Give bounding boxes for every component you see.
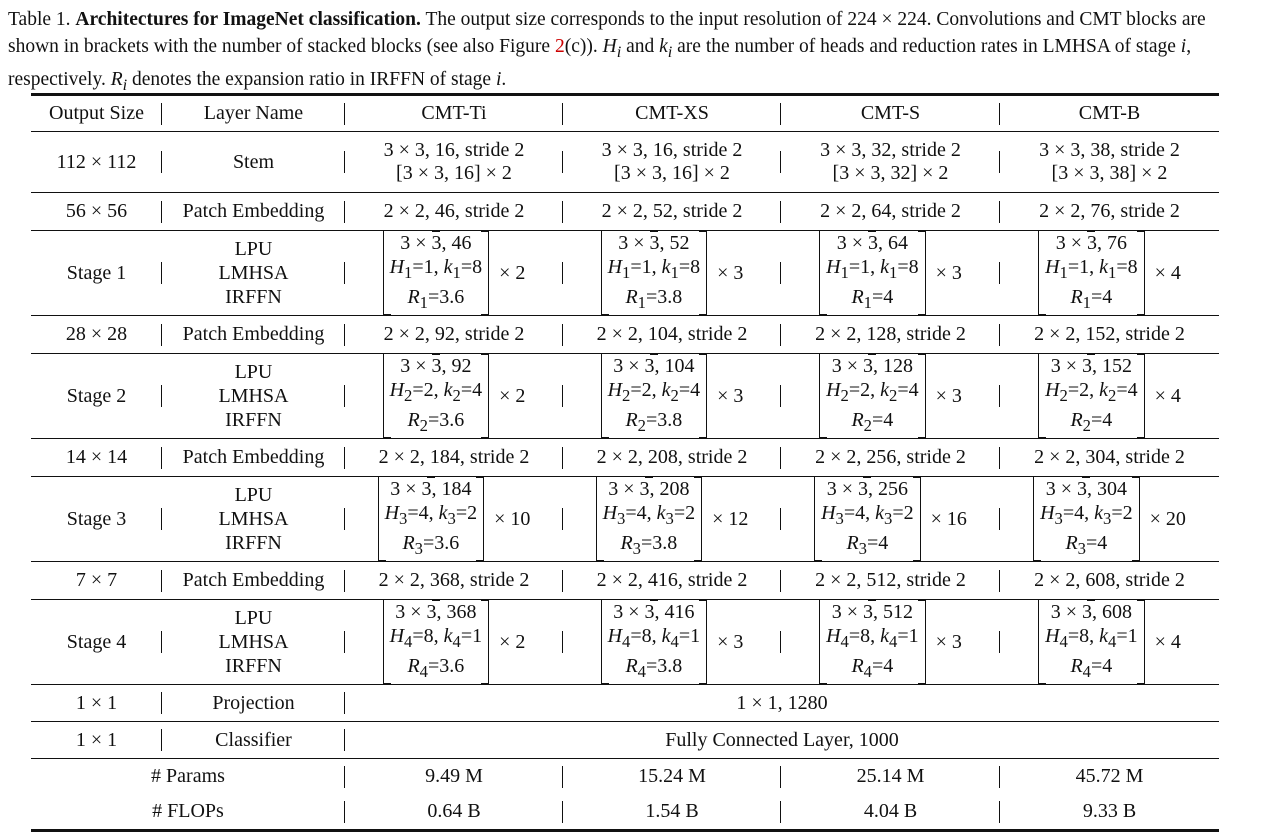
cmt-block bbox=[378, 477, 531, 561]
classifier-value-cell: Fully Connected Layer, 1000 bbox=[665, 728, 899, 751]
params-value-cell: 15.24 M bbox=[563, 759, 781, 795]
patch-embedding-cell: 2 × 2, 128, stride 2 bbox=[781, 316, 1000, 354]
expansion-value: 4 bbox=[1097, 532, 1108, 554]
block-bracket bbox=[1038, 600, 1145, 684]
lmhsa-line: $H_2=2$, $k_2=4$ bbox=[607, 379, 701, 405]
flops-value-cell: 4.04 B bbox=[781, 795, 1000, 831]
layer-name-line: LMHSA bbox=[218, 508, 289, 530]
table-row-stage1 bbox=[31, 231, 1219, 316]
cmt-block-cell bbox=[345, 354, 563, 439]
cmt-block bbox=[819, 600, 962, 684]
table-row-projection bbox=[31, 685, 1219, 722]
cmt-block bbox=[1038, 600, 1181, 684]
cmt-block bbox=[819, 354, 962, 438]
block-bracket bbox=[1033, 477, 1140, 561]
block-multiplier: × 4 bbox=[1154, 384, 1181, 407]
layer-name-cell bbox=[162, 231, 345, 316]
layer-name-line: IRFFN bbox=[225, 409, 282, 431]
heads-value: 2 bbox=[1079, 379, 1090, 401]
layer-name-cell bbox=[162, 354, 345, 439]
patch-embedding-cell: 2 × 2, 368, stride 2 bbox=[345, 562, 563, 600]
cmt-block-cell bbox=[563, 231, 781, 316]
expansion-value: 3.6 bbox=[439, 286, 465, 308]
irffn-line: $R_2=4$ bbox=[851, 409, 894, 435]
expansion-value: 3.6 bbox=[439, 409, 465, 431]
stage-label-cell: Stage 3 bbox=[31, 477, 162, 562]
lpu-conv-line: 3 × 3, 128 bbox=[831, 355, 913, 377]
layer-name-cell: Patch Embedding bbox=[162, 562, 345, 600]
patch-embedding-cell: 2 × 2, 184, stride 2 bbox=[345, 439, 563, 477]
heads-value: 1 bbox=[1079, 256, 1090, 278]
heads-value: 4 bbox=[1074, 502, 1085, 524]
caption-text: The output size corresponds to the input resolution of 224 × 224. Convolutions and CMT blocks are shown in brackets with the number of stacked blocks (see also Figure bbox=[8, 9, 1206, 57]
heads-value: 8 bbox=[641, 625, 652, 647]
output-size-cell: 56 × 56 bbox=[31, 193, 162, 231]
lmhsa-line: $H_1=1$, $k_1=8$ bbox=[607, 256, 701, 282]
stem-cell bbox=[563, 132, 781, 193]
layer-name-line: IRFFN bbox=[225, 532, 282, 554]
reduction-value: 2 bbox=[1122, 502, 1133, 524]
irffn-line: $R_4=3.6$ bbox=[407, 655, 465, 681]
lpu-conv-line: 3 × 3, 152 bbox=[1050, 355, 1132, 377]
patch-embedding-cell: 2 × 2, 256, stride 2 bbox=[781, 439, 1000, 477]
stem-repeat-line: [3 × 3, 16] × 2 bbox=[396, 162, 512, 184]
expansion-value: 3.8 bbox=[657, 286, 683, 308]
lpu-conv-line: 3 × 3, 608 bbox=[1050, 601, 1132, 623]
stem-repeat-line: [3 × 3, 38] × 2 bbox=[1051, 162, 1168, 184]
output-size-cell: 1 × 1 bbox=[31, 722, 162, 759]
reduction-value: 4 bbox=[690, 379, 701, 401]
block-multiplier: × 16 bbox=[930, 507, 967, 530]
block-bracket bbox=[601, 600, 708, 684]
irffn-line: $R_1=4$ bbox=[851, 286, 894, 312]
cmt-block bbox=[596, 477, 749, 561]
flops-value-cell: 0.64 B bbox=[345, 795, 563, 831]
stem-cell bbox=[781, 132, 1000, 193]
patch-embedding-cell: 2 × 2, 64, stride 2 bbox=[781, 193, 1000, 231]
layer-name-line: LPU bbox=[234, 238, 273, 260]
header-cmt-ti: CMT-Ti bbox=[345, 95, 563, 132]
cmt-block-cell bbox=[1000, 600, 1219, 685]
patch-embedding-cell: 2 × 2, 208, stride 2 bbox=[563, 439, 781, 477]
expansion-value: 3.6 bbox=[434, 532, 460, 554]
architecture-table bbox=[31, 93, 1219, 832]
caption-label: Table 1. bbox=[8, 9, 71, 30]
irffn-line: $R_3=4$ bbox=[1065, 532, 1108, 558]
table-row-flops bbox=[31, 795, 1219, 831]
stem-conv-line: 3 × 3, 32, stride 2 bbox=[820, 139, 961, 161]
cmt-block-cell bbox=[781, 231, 1000, 316]
reduction-value: 8 bbox=[1127, 256, 1138, 278]
block-multiplier: × 4 bbox=[1154, 261, 1181, 284]
params-value-cell: 25.14 M bbox=[781, 759, 1000, 795]
reduction-value: 1 bbox=[472, 625, 483, 647]
block-multiplier: × 2 bbox=[499, 630, 526, 653]
cmt-block bbox=[601, 354, 744, 438]
lmhsa-line: $H_1=1$, $k_1=8$ bbox=[1045, 256, 1138, 282]
cmt-block-cell bbox=[563, 354, 781, 439]
heads-value: 8 bbox=[423, 625, 434, 647]
stage-label-cell: Stage 4 bbox=[31, 600, 162, 685]
cmt-block-cell bbox=[563, 600, 781, 685]
reduction-value: 1 bbox=[1127, 625, 1138, 647]
stem-repeat-line: [3 × 3, 16] × 2 bbox=[614, 162, 730, 184]
table-caption: Table 1. Architectures for ImageNet classification. The output size corresponds to the input resolution of 224 × 224. Convolutions and CMT blocks are shown in brackets with the number of stacked blocks (see also Figure 2(c)). $H_i$ and $k_i$ are the number of heads and reduction rates in LMHSA of stage i, respectively. $R_i$ denotes the expansion ratio in IRFFN of stage i. bbox=[8, 9, 1206, 94]
lmhsa-line: $H_2=2$, $k_2=4$ bbox=[826, 379, 919, 405]
table-row-classifier bbox=[31, 722, 1219, 759]
patch-embedding-cell: 2 × 2, 92, stride 2 bbox=[345, 316, 563, 354]
cmt-block bbox=[601, 231, 744, 315]
reduction-value: 2 bbox=[467, 502, 478, 524]
cmt-block-cell bbox=[781, 477, 1000, 562]
irffn-line: $R_4=4$ bbox=[1070, 655, 1113, 681]
cmt-block bbox=[383, 600, 526, 684]
block-bracket bbox=[819, 354, 926, 438]
cmt-block-cell bbox=[345, 600, 563, 685]
stage-label-cell: Stage 1 bbox=[31, 231, 162, 316]
block-bracket bbox=[383, 600, 490, 684]
cmt-block-cell bbox=[781, 354, 1000, 439]
heads-value: 4 bbox=[855, 502, 866, 524]
lmhsa-line: $H_3=4$, $k_3=2$ bbox=[821, 502, 914, 528]
cmt-block-cell bbox=[1000, 231, 1219, 316]
lpu-conv-line: 3 × 3, 104 bbox=[613, 355, 695, 377]
patch-embedding-cell: 2 × 2, 512, stride 2 bbox=[781, 562, 1000, 600]
cmt-block bbox=[1038, 354, 1181, 438]
block-bracket bbox=[601, 354, 708, 438]
table-row-stem bbox=[31, 132, 1219, 193]
cmt-block bbox=[814, 477, 967, 561]
lmhsa-line: $H_4=8$, $k_4=1$ bbox=[607, 625, 701, 651]
reduction-value: 2 bbox=[685, 502, 696, 524]
heads-value: 2 bbox=[423, 379, 434, 401]
block-multiplier: × 20 bbox=[1149, 507, 1186, 530]
block-bracket bbox=[596, 477, 703, 561]
layer-name-cell: Projection bbox=[162, 685, 345, 722]
header-cmt-s: CMT-S bbox=[781, 95, 1000, 132]
stem-cell bbox=[345, 132, 563, 193]
cmt-block-cell bbox=[563, 477, 781, 562]
block-bracket bbox=[1038, 231, 1145, 315]
reduction-value: 4 bbox=[472, 379, 483, 401]
patch-embedding-cell: 2 × 2, 608, stride 2 bbox=[1034, 569, 1185, 591]
expansion-value: 3.8 bbox=[657, 655, 683, 677]
block-multiplier: × 2 bbox=[499, 384, 526, 407]
expansion-value: 4 bbox=[883, 286, 894, 308]
lpu-conv-line: 3 × 3, 64 bbox=[836, 232, 908, 254]
header-output-size: Output Size bbox=[31, 95, 162, 132]
table-row-params bbox=[31, 759, 1219, 795]
layer-name-cell bbox=[162, 600, 345, 685]
expansion-value: 4 bbox=[1102, 409, 1113, 431]
irffn-line: $R_3=3.8$ bbox=[620, 532, 678, 558]
expansion-value: 4 bbox=[1102, 655, 1113, 677]
projection-value-cell: 1 × 1, 1280 bbox=[736, 691, 828, 714]
patch-embedding-cell: 2 × 2, 416, stride 2 bbox=[563, 562, 781, 600]
layer-name-line: LPU bbox=[234, 361, 273, 383]
lmhsa-line: $H_2=2$, $k_2=4$ bbox=[1045, 379, 1138, 405]
lmhsa-line: $H_4=8$, $k_4=1$ bbox=[826, 625, 919, 651]
irffn-line: $R_2=3.8$ bbox=[625, 409, 683, 435]
block-bracket bbox=[601, 231, 708, 315]
cmt-block-cell bbox=[781, 600, 1000, 685]
lmhsa-line: $H_1=1$, $k_1=8$ bbox=[389, 256, 483, 282]
params-label-cell: # Params bbox=[31, 759, 345, 795]
patch-embedding-cell: 2 × 2, 76, stride 2 bbox=[1039, 200, 1180, 222]
heads-value: 2 bbox=[641, 379, 652, 401]
irffn-line: $R_1=3.8$ bbox=[625, 286, 683, 312]
output-size-cell: 28 × 28 bbox=[31, 316, 162, 354]
block-multiplier: × 12 bbox=[712, 507, 749, 530]
caption-title: Architectures for ImageNet classification. bbox=[75, 9, 421, 30]
flops-label-cell: # FLOPs bbox=[31, 795, 345, 831]
output-size-cell: 112 × 112 bbox=[31, 132, 162, 193]
expansion-value: 3.8 bbox=[652, 532, 678, 554]
block-bracket bbox=[1038, 354, 1145, 438]
heads-value: 8 bbox=[1079, 625, 1090, 647]
block-bracket bbox=[378, 477, 485, 561]
lmhsa-line: $H_4=8$, $k_4=1$ bbox=[389, 625, 483, 651]
expansion-value: 4 bbox=[1102, 286, 1113, 308]
block-multiplier: × 4 bbox=[1154, 630, 1181, 653]
block-multiplier: × 3 bbox=[935, 384, 962, 407]
block-multiplier: × 3 bbox=[935, 261, 962, 284]
flops-value-cell: 1.54 B bbox=[563, 795, 781, 831]
table-row-patch-embedding bbox=[31, 193, 1219, 231]
cmt-block-cell bbox=[345, 477, 563, 562]
lmhsa-line: $H_3=4$, $k_3=2$ bbox=[384, 502, 478, 528]
lpu-conv-line: 3 × 3, 368 bbox=[395, 601, 477, 623]
block-multiplier: × 3 bbox=[717, 630, 744, 653]
params-value-cell: 9.49 M bbox=[345, 759, 563, 795]
heads-value: 1 bbox=[860, 256, 871, 278]
stem-conv-line: 3 × 3, 16, stride 2 bbox=[601, 139, 743, 161]
irffn-line: $R_3=4$ bbox=[846, 532, 889, 558]
cmt-block bbox=[383, 354, 526, 438]
lmhsa-line: $H_1=1$, $k_1=8$ bbox=[826, 256, 919, 282]
block-multiplier: × 10 bbox=[494, 507, 531, 530]
lpu-conv-line: 3 × 3, 46 bbox=[400, 232, 472, 254]
patch-embedding-cell: 2 × 2, 152, stride 2 bbox=[1034, 323, 1185, 345]
table-row-patch-embedding bbox=[31, 316, 1219, 354]
stem-conv-line: 3 × 3, 38, stride 2 bbox=[1039, 139, 1180, 161]
heads-value: 4 bbox=[418, 502, 429, 524]
lpu-conv-line: 3 × 3, 304 bbox=[1045, 478, 1127, 500]
lmhsa-line: $H_2=2$, $k_2=4$ bbox=[389, 379, 483, 405]
stem-conv-line: 3 × 3, 16, stride 2 bbox=[383, 139, 525, 161]
patch-embedding-cell: 2 × 2, 104, stride 2 bbox=[563, 316, 781, 354]
layer-name-line: LPU bbox=[234, 607, 273, 629]
reduction-value: 1 bbox=[690, 625, 701, 647]
layer-name-cell: Patch Embedding bbox=[162, 439, 345, 477]
heads-value: 4 bbox=[636, 502, 647, 524]
block-bracket bbox=[383, 231, 490, 315]
block-multiplier: × 3 bbox=[935, 630, 962, 653]
reduction-value: 8 bbox=[690, 256, 701, 278]
architecture-table-wrapper bbox=[31, 93, 1219, 832]
table-body bbox=[31, 132, 1219, 831]
patch-embedding-cell: 2 × 2, 304, stride 2 bbox=[1034, 446, 1185, 468]
expansion-value: 4 bbox=[883, 409, 894, 431]
layer-name-line: LMHSA bbox=[218, 262, 289, 284]
header-cmt-b: CMT-B bbox=[1000, 95, 1219, 132]
block-multiplier: × 3 bbox=[717, 261, 744, 284]
block-bracket bbox=[383, 354, 490, 438]
block-multiplier: × 3 bbox=[717, 384, 744, 407]
header-row bbox=[31, 95, 1219, 132]
stage-label-cell: Stage 2 bbox=[31, 354, 162, 439]
layer-name-cell: Classifier bbox=[162, 722, 345, 759]
lpu-conv-line: 3 × 3, 76 bbox=[1055, 232, 1127, 254]
expansion-value: 4 bbox=[883, 655, 894, 677]
cmt-block bbox=[601, 600, 744, 684]
lmhsa-line: $H_3=4$, $k_3=2$ bbox=[1040, 502, 1133, 528]
irffn-line: $R_1=4$ bbox=[1070, 286, 1113, 312]
lpu-conv-line: 3 × 3, 256 bbox=[826, 478, 908, 500]
heads-value: 8 bbox=[860, 625, 871, 647]
cmt-block bbox=[1033, 477, 1186, 561]
lpu-conv-line: 3 × 3, 92 bbox=[400, 355, 472, 377]
irffn-line: $R_2=4$ bbox=[1070, 409, 1113, 435]
irffn-line: $R_2=3.6$ bbox=[407, 409, 465, 435]
cmt-block bbox=[819, 231, 962, 315]
output-size-cell: 7 × 7 bbox=[31, 562, 162, 600]
output-size-cell: 1 × 1 bbox=[31, 685, 162, 722]
heads-value: 1 bbox=[423, 256, 434, 278]
table-row-stage4 bbox=[31, 600, 1219, 685]
output-size-cell: 14 × 14 bbox=[31, 439, 162, 477]
cmt-block-cell bbox=[1000, 477, 1219, 562]
irffn-line: $R_4=3.8$ bbox=[625, 655, 683, 681]
block-bracket bbox=[819, 600, 926, 684]
lpu-conv-line: 3 × 3, 512 bbox=[831, 601, 913, 623]
reduction-value: 1 bbox=[908, 625, 919, 647]
lpu-conv-line: 3 × 3, 416 bbox=[613, 601, 695, 623]
lmhsa-line: $H_3=4$, $k_3=2$ bbox=[602, 502, 696, 528]
header-layer-name: Layer Name bbox=[162, 95, 345, 132]
lpu-conv-line: 3 × 3, 52 bbox=[618, 232, 690, 254]
layer-name-line: LMHSA bbox=[218, 631, 289, 653]
table-row-stage3 bbox=[31, 477, 1219, 562]
layer-name-line: LMHSA bbox=[218, 385, 289, 407]
stem-repeat-line: [3 × 3, 32] × 2 bbox=[832, 162, 949, 184]
irffn-line: $R_1=3.6$ bbox=[407, 286, 465, 312]
lpu-conv-line: 3 × 3, 208 bbox=[608, 478, 690, 500]
layer-name-line: LPU bbox=[234, 484, 273, 506]
layer-name-cell: Patch Embedding bbox=[162, 316, 345, 354]
cmt-block bbox=[1038, 231, 1181, 315]
layer-name-line: IRFFN bbox=[225, 655, 282, 677]
cmt-block-cell bbox=[1000, 354, 1219, 439]
patch-embedding-cell: 2 × 2, 52, stride 2 bbox=[563, 193, 781, 231]
block-bracket bbox=[814, 477, 921, 561]
cmt-block bbox=[383, 231, 526, 315]
irffn-line: $R_3=3.6$ bbox=[402, 532, 460, 558]
block-bracket bbox=[819, 231, 926, 315]
params-value-cell: 45.72 M bbox=[1075, 765, 1144, 788]
table-row-patch-embedding bbox=[31, 439, 1219, 477]
figure-link[interactable]: 2 bbox=[554, 36, 565, 57]
reduction-value: 8 bbox=[908, 256, 919, 278]
layer-name-line: IRFFN bbox=[225, 286, 282, 308]
expansion-value: 3.8 bbox=[657, 409, 683, 431]
expansion-value: 4 bbox=[878, 532, 889, 554]
table-row-patch-embedding bbox=[31, 562, 1219, 600]
flops-value-cell: 9.33 B bbox=[1082, 800, 1137, 823]
reduction-value: 8 bbox=[472, 256, 483, 278]
reduction-value: 4 bbox=[908, 379, 919, 401]
lpu-conv-line: 3 × 3, 184 bbox=[390, 478, 472, 500]
layer-name-cell: Patch Embedding bbox=[162, 193, 345, 231]
heads-value: 2 bbox=[860, 379, 871, 401]
block-multiplier: × 2 bbox=[499, 261, 526, 284]
heads-value: 1 bbox=[641, 256, 652, 278]
table-row-stage2 bbox=[31, 354, 1219, 439]
layer-name-cell bbox=[162, 477, 345, 562]
header-cmt-xs: CMT-XS bbox=[563, 95, 781, 132]
irffn-line: $R_4=4$ bbox=[851, 655, 894, 681]
expansion-value: 3.6 bbox=[439, 655, 465, 677]
patch-embedding-cell: 2 × 2, 46, stride 2 bbox=[345, 193, 563, 231]
reduction-value: 4 bbox=[1127, 379, 1138, 401]
layer-name-cell: Stem bbox=[162, 132, 345, 193]
cmt-block-cell bbox=[345, 231, 563, 316]
lmhsa-line: $H_4=8$, $k_4=1$ bbox=[1045, 625, 1138, 651]
stem-cell bbox=[1000, 132, 1219, 193]
reduction-value: 2 bbox=[903, 502, 914, 524]
